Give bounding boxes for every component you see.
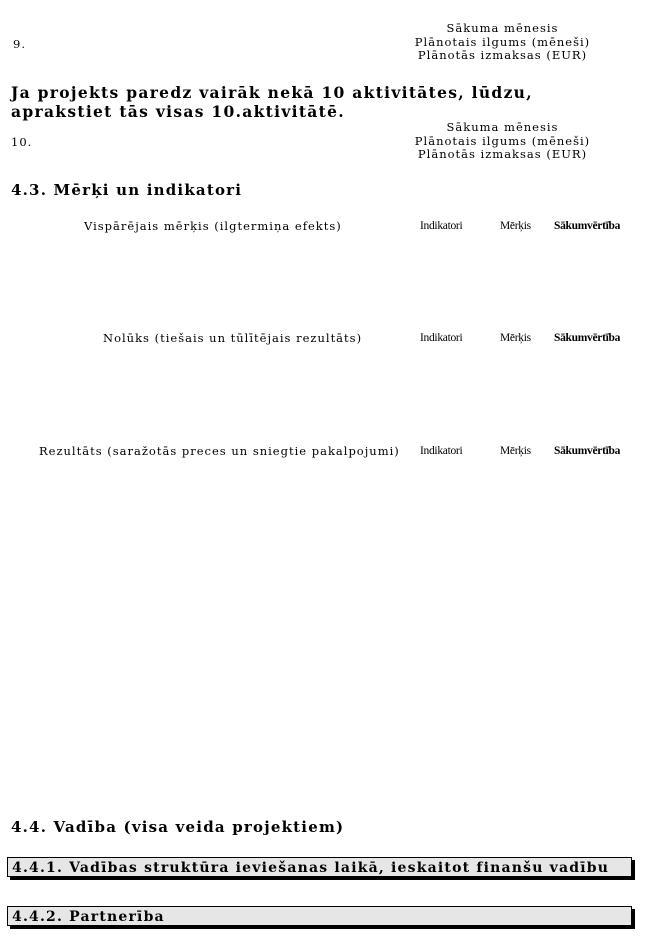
section-4-4-title: 4.4. Vadība (visa veida projektiem) — [11, 818, 345, 836]
duration-label: Plānotais ilgums (mēneši) — [414, 133, 591, 148]
target-header: Mērķis — [500, 445, 531, 457]
cost-label: Plānotās izmaksas (EUR) — [417, 48, 588, 62]
start-month-label: Sākuma mēnesis — [446, 21, 559, 35]
activity-9-fields — [410, 22, 595, 63]
baseline-header: Sākumvērtība — [554, 332, 621, 344]
activity-10-number: 10. — [11, 135, 33, 149]
section-4-4-2-header: 4.4.2. Partnerība — [7, 906, 632, 926]
start-month-label: Sākuma mēnesis — [446, 120, 559, 134]
activities-note: Ja projekts paredz vairāk nekā 10 aktivitātes, lūdzu, aprakstiet tās visas 10.aktivitātē. — [11, 83, 533, 121]
baseline-header: Sākumvērtība — [554, 445, 621, 457]
baseline-header: Sākumvērtība — [554, 220, 621, 232]
section-4-3-title: 4.3. Mērķi un indikatori — [11, 181, 243, 199]
section-4-4-1-header: 4.4.1. Vadības struktūra ieviešanas laikā, ieskaitot finanšu vadību — [7, 857, 632, 877]
general-objective-label: Vispārējais mērķis (ilgtermiņa efekts) — [84, 219, 342, 233]
activity-10-fields — [410, 121, 595, 162]
indicators-header: Indikatori — [420, 220, 463, 232]
cost-label: Plānotās izmaksas (EUR) — [417, 147, 588, 161]
purpose-label: Nolūks (tiešais un tūlītējais rezultāts) — [103, 331, 363, 345]
indicators-header: Indikatori — [420, 332, 463, 344]
duration-label: Plānotais ilgums (mēneši) — [414, 34, 591, 49]
target-header: Mērķis — [500, 220, 531, 232]
indicators-header: Indikatori — [420, 445, 463, 457]
activity-9-number: 9. — [13, 37, 26, 51]
results-label: Rezultāts (saražotās preces un sniegtie pakalpojumi) — [39, 444, 400, 458]
target-header: Mērķis — [500, 332, 531, 344]
